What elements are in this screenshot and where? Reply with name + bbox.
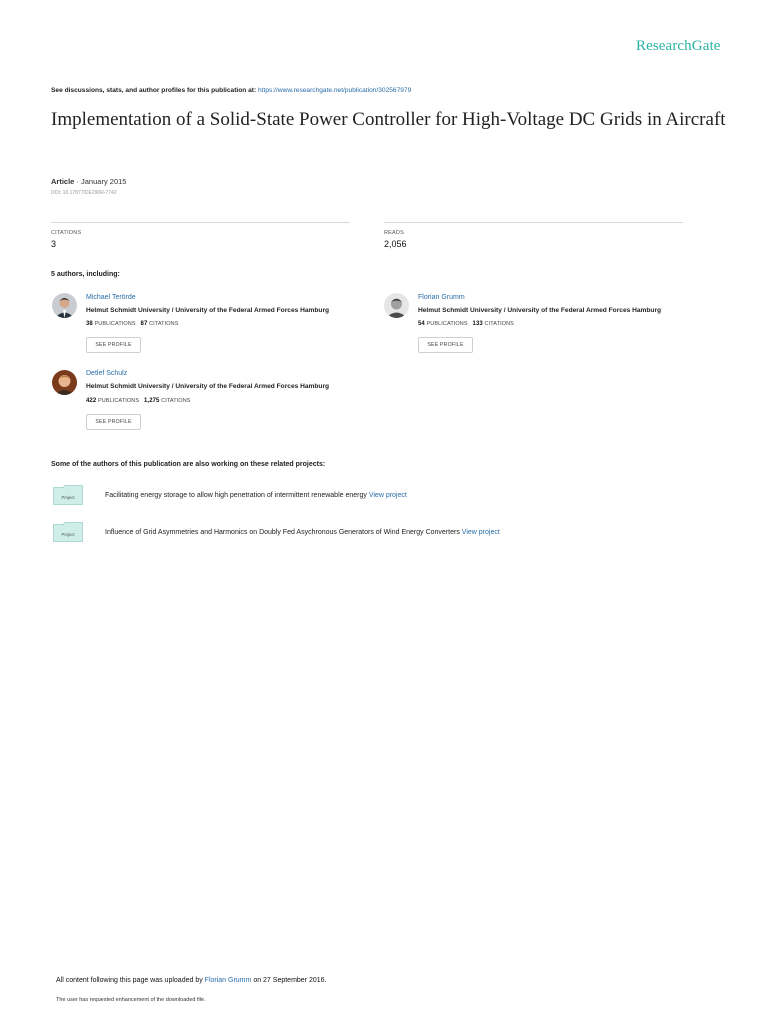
citations-count: 87	[140, 321, 148, 327]
author-photo-icon	[52, 370, 77, 395]
project-icon[interactable]	[53, 485, 83, 505]
disclaimer-line	[51, 87, 411, 94]
project-icon[interactable]	[53, 522, 83, 542]
publication-doi: DOI: 10.17877/DE290R-7742	[51, 190, 117, 196]
uploader-link[interactable]: Florian Grumm	[204, 977, 252, 984]
see-profile-button[interactable]: SEE PROFILE	[86, 337, 141, 353]
reads-value: 2,056	[384, 239, 407, 249]
citations-count-label: CITATIONS	[149, 321, 179, 327]
project-item	[105, 529, 500, 536]
see-profile-button[interactable]: SEE PROFILE	[418, 337, 473, 353]
author-photo-icon	[52, 293, 77, 318]
citations-divider	[51, 222, 350, 223]
project-icon-label: Project	[61, 495, 75, 500]
citations-count: 1,275	[143, 398, 160, 404]
author-name-link[interactable]: Michael Terörde	[86, 294, 136, 301]
upload-prefix: All content following this page was uploaded by	[56, 977, 203, 984]
view-project-link[interactable]: View project	[461, 529, 500, 536]
project-title: Influence of Grid Asymmetries and Harmonics on Doubly Fed Asychronous Generators of Wind Energy Converters	[105, 529, 460, 536]
project-title: Facilitating energy storage to allow high penetration of intermittent renewable energy	[105, 492, 367, 499]
authors-header: 5 authors, including:	[51, 271, 120, 278]
author-avatar[interactable]	[52, 370, 77, 395]
publication-meta	[51, 177, 126, 186]
author-counts	[86, 321, 178, 327]
publications-label: PUBLICATIONS	[97, 398, 140, 404]
author-avatar[interactable]	[52, 293, 77, 318]
project-item	[105, 492, 407, 499]
author-affiliation: Helmut Schmidt University / University of the Federal Armed Forces Hamburg	[418, 307, 662, 314]
disclaimer-text: See discussions, stats, and author profiles for this publication at:	[51, 87, 257, 94]
author-counts	[86, 398, 191, 404]
publication-title: Implementation of a Solid-State Power Controller for High-Voltage DC Grids in Aircraft	[51, 109, 726, 130]
author-affiliation: Helmut Schmidt University / University of the Federal Armed Forces Hamburg	[86, 383, 330, 390]
related-projects-header: Some of the authors of this publication are also working on these related projects:	[51, 461, 326, 468]
upload-suffix: on 27 September 2016.	[253, 977, 327, 984]
publications-label: PUBLICATIONS	[426, 321, 468, 327]
citations-value: 3	[51, 239, 57, 249]
folder-icon	[53, 522, 83, 542]
project-icon-label: Project	[61, 532, 75, 537]
reads-divider	[384, 222, 683, 223]
publication-url-link[interactable]: https://www.researchgate.net/publication/302567979	[258, 87, 412, 94]
citations-label: CITATIONS	[51, 230, 82, 236]
publications-label: PUBLICATIONS	[94, 321, 136, 327]
reads-label: READS	[384, 230, 404, 236]
publications-count: 38	[86, 321, 93, 327]
author-photo-icon	[384, 293, 409, 318]
citations-count: 133	[472, 321, 483, 327]
publication-type: Article	[51, 177, 75, 186]
publication-date: January 2015	[81, 177, 127, 186]
upload-note	[56, 977, 326, 984]
author-name-link[interactable]: Detlef Schulz	[86, 370, 128, 377]
author-avatar[interactable]	[384, 293, 409, 318]
author-name-link[interactable]: Florian Grumm	[418, 294, 465, 301]
citations-count-label: CITATIONS	[161, 398, 191, 404]
citations-count-label: CITATIONS	[484, 321, 514, 327]
publications-count: 422	[86, 398, 97, 404]
meta-separator: ·	[74, 177, 82, 186]
view-project-link[interactable]: View project	[368, 492, 407, 499]
author-counts	[418, 321, 514, 327]
enhancement-note: The user has requested enhancement of the downloaded file.	[56, 997, 206, 1003]
researchgate-logo[interactable]: ResearchGate	[636, 38, 721, 54]
folder-icon	[53, 485, 83, 505]
see-profile-button[interactable]: SEE PROFILE	[86, 414, 141, 430]
author-affiliation: Helmut Schmidt University / University of the Federal Armed Forces Hamburg	[86, 307, 330, 314]
publications-count: 54	[418, 321, 425, 327]
